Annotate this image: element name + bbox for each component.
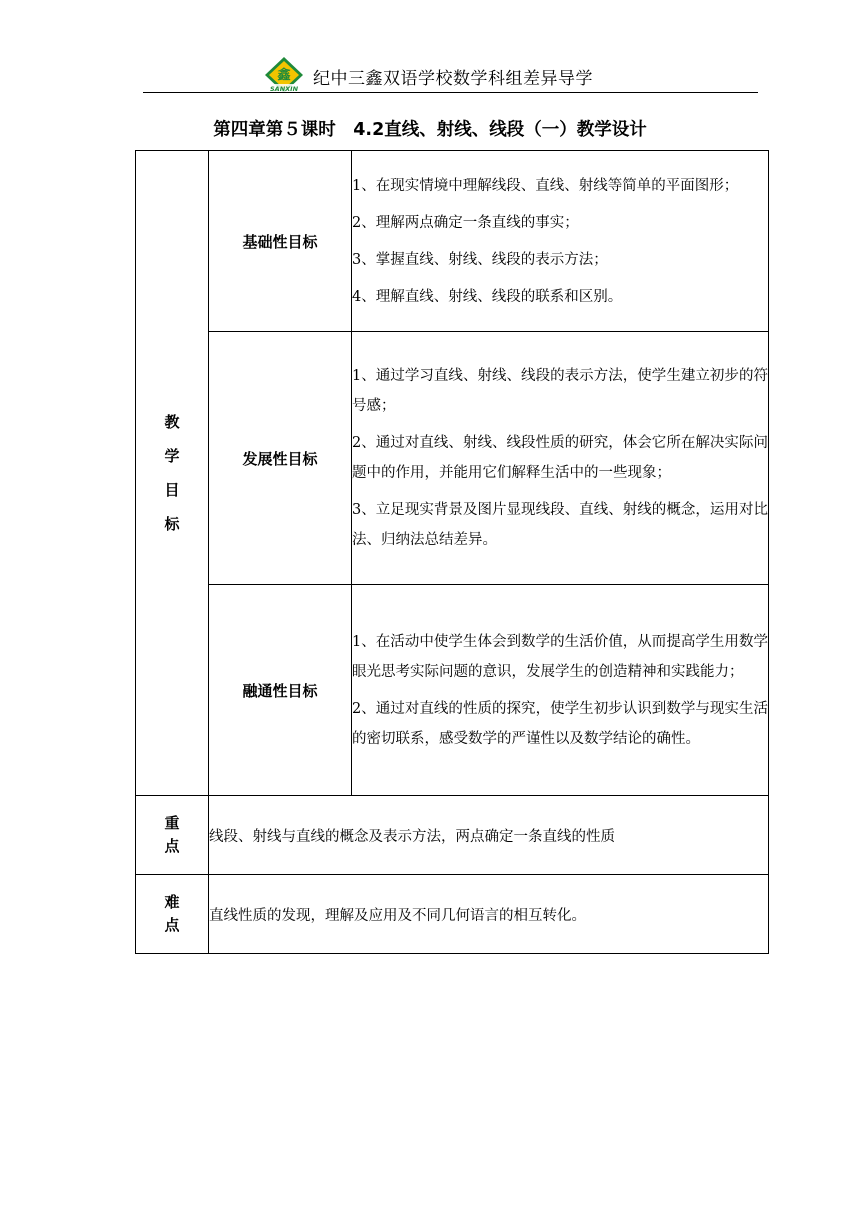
list-item: 3、掌握直线、射线、线段的表示方法；	[352, 251, 608, 268]
objective-row-development	[136, 332, 769, 585]
basic-objective-content	[352, 151, 769, 332]
difficulty-row	[136, 875, 769, 954]
page-header	[143, 56, 758, 94]
teaching-objectives-label: 教 学 目 标	[136, 151, 209, 796]
difficulty-label: 难 点	[136, 875, 209, 954]
list-item: 2、通过对直线、射线、线段性质的研究，体会它所在解决实际问题中的作用，并能用它们解释生活中的一些现象；	[352, 435, 768, 481]
difficulty-text: 直线性质的发现，理解及应用及不同几何语言的相互转化。	[209, 875, 769, 954]
list-item: 3、立足现实背景及图片显现线段、直线、射线的概念，运用对比法、归纳法总结差异。	[352, 502, 768, 548]
key-point-text: 线段、射线与直线的概念及表示方法，两点确定一条直线的性质	[209, 796, 769, 875]
header-rule	[143, 92, 758, 93]
objective-row-basic	[136, 151, 769, 332]
key-point-row	[136, 796, 769, 875]
integration-objective-label: 融通性目标	[209, 585, 352, 796]
list-item: 2、通过对直线的性质的探究，使学生初步认识到数学与现实生活的密切联系，感受数学的严谨性以及数学结论的确性。	[352, 700, 768, 747]
development-objective-content	[352, 332, 769, 585]
school-header-text: 纪中三鑫双语学校数学科组差异导学	[313, 69, 593, 89]
logo-glyph: 鑫	[277, 68, 291, 83]
list-item: 1、通过学习直线、射线、线段的表示方法，使学生建立初步的符号感；	[352, 368, 768, 414]
list-item: 1、在现实情境中理解线段、直线、射线等简单的平面图形；	[352, 177, 739, 194]
basic-objective-label: 基础性目标	[209, 151, 352, 332]
integration-objective-content	[352, 585, 769, 796]
list-item: 2、理解两点确定一条直线的事实；	[352, 214, 579, 231]
school-logo-icon	[264, 56, 304, 94]
lesson-plan-table	[135, 150, 769, 954]
document-title: 第四章第５课时 4.2直线、射线、线段（一）教学设计	[213, 120, 647, 140]
development-objective-label: 发展性目标	[209, 332, 352, 585]
key-point-label: 重 点	[136, 796, 209, 875]
list-item: 4、理解直线、射线、线段的联系和区别。	[352, 288, 623, 305]
objective-row-integration	[136, 585, 769, 796]
logo-text: SANXIN	[269, 85, 299, 93]
list-item: 1、在活动中使学生体会到数学的生活价值，从而提高学生用数学眼光思考实际问题的意识，发展学生的创造精神和实践能力；	[352, 633, 768, 680]
